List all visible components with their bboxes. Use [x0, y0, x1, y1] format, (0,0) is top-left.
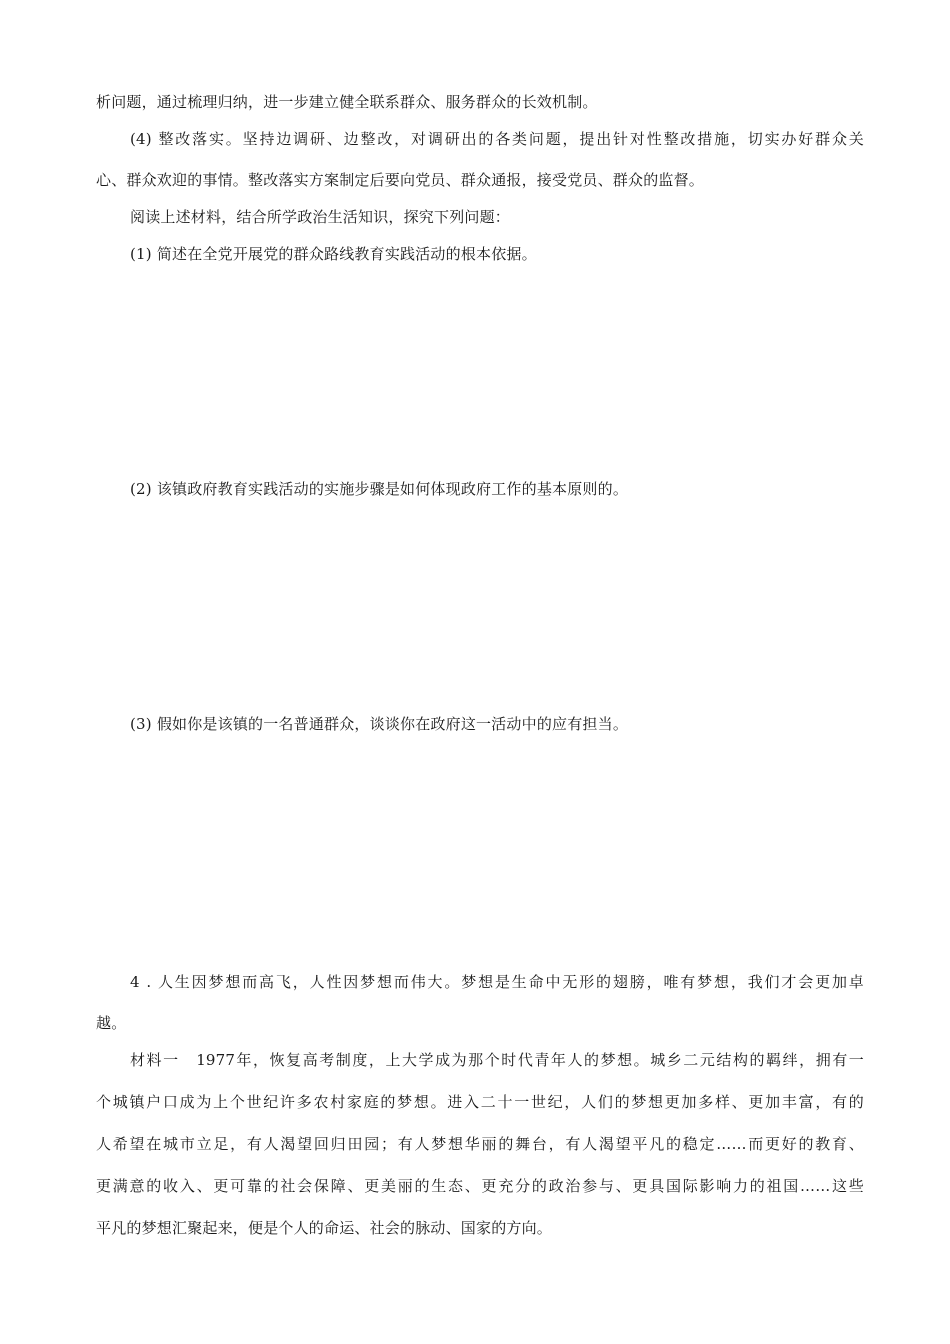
question-1: (1) 简述在全党开展党的群众路线教育实践活动的根本依据。 — [130, 245, 537, 263]
paragraph-line: 越。 — [96, 1014, 127, 1032]
material-1-line: 平凡的梦想汇聚起来，便是个人的命运、社会的脉动、国家的方向。 — [96, 1219, 553, 1237]
paragraph-line: 心、群众欢迎的事情。整改落实方案制定后要向党员、群众通报，接受党员、群众的监督。 — [96, 171, 705, 189]
material-1-line: 人希望在城市立足，有人渴望回归田园；有人梦想华丽的舞台，有人渴望平凡的稳定……而更好的教育、 — [96, 1135, 864, 1153]
material-1-line: 个城镇户口成为上个世纪许多农村家庭的梦想。进入二十一世纪，人们的梦想更加多样、更加丰富，有的 — [96, 1093, 864, 1111]
question-4-stem: 4 . 人生因梦想而高飞，人性因梦想而伟大。梦想是生命中无形的翅膀，唯有梦想，我们才会更加卓 — [130, 973, 864, 991]
material-1-line: 更满意的收入、更可靠的社会保障、更美丽的生态、更充分的政治参与、更具国际影响力的祖国……这些 — [96, 1177, 864, 1195]
paragraph-line: (4) 整改落实。坚持边调研、边整改，对调研出的各类问题，提出针对性整改措施，切实办好群众关 — [130, 130, 864, 148]
paragraph-line: 阅读上述材料，结合所学政治生活知识，探究下列问题： — [130, 208, 511, 226]
question-3: (3) 假如你是该镇的一名普通群众，谈谈你在政府这一活动中的应有担当。 — [130, 715, 629, 733]
question-2: (2) 该镇政府教育实践活动的实施步骤是如何体现政府工作的基本原则的。 — [130, 480, 629, 498]
material-1-line: 材料一 1977年，恢复高考制度，上大学成为那个时代青年人的梦想。城乡二元结构的羁绊，拥有一 — [130, 1051, 864, 1069]
paragraph-line: 析问题，通过梳理归纳，进一步建立健全联系群众、服务群众的长效机制。 — [96, 93, 598, 111]
